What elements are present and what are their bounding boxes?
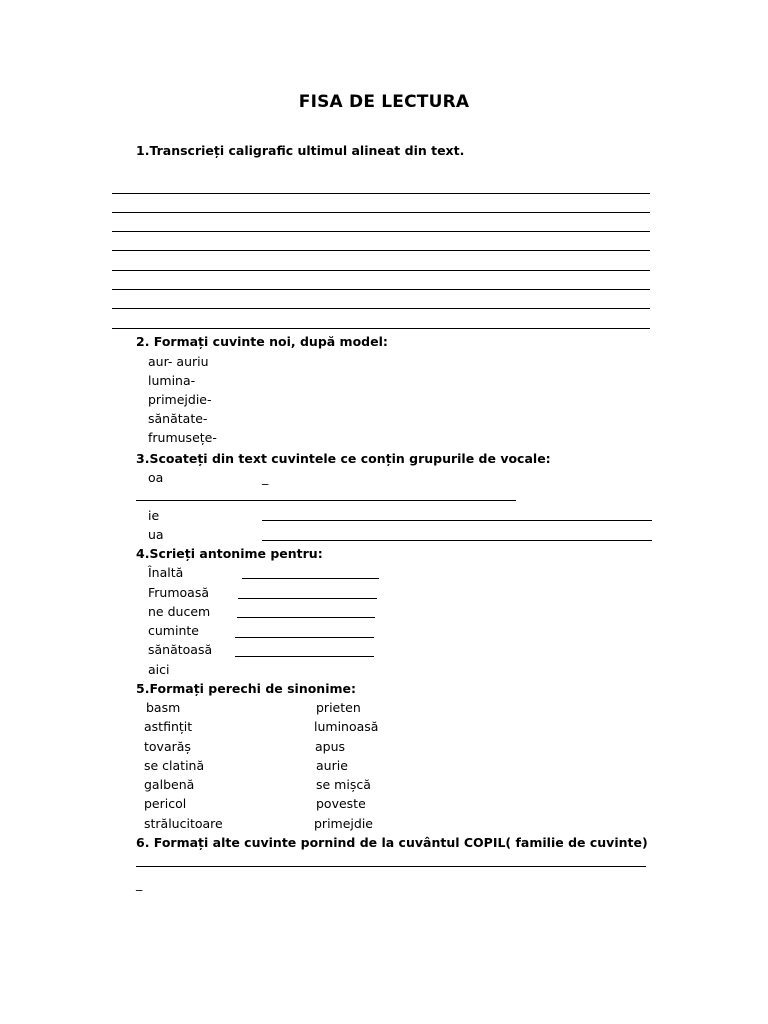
answer-line — [136, 500, 516, 501]
q5-left-item: basm — [146, 700, 181, 715]
q5-left-item: se clatină — [144, 758, 205, 773]
q5-left-item: tovarăș — [144, 739, 191, 754]
q3-label-ie: ie — [148, 508, 160, 523]
answer-line — [262, 520, 652, 521]
q5-right-item: poveste — [316, 796, 366, 811]
q6-mark: _ — [136, 876, 143, 891]
q2-item: aur- auriu — [148, 354, 209, 369]
answer-line — [262, 540, 652, 541]
question-1: 1.Transcrieți caligrafic ultimul alineat din text. — [136, 143, 465, 158]
writing-line — [112, 212, 650, 213]
q2-item: frumusețe- — [148, 430, 217, 445]
q5-left-item: astfințit — [144, 719, 193, 734]
answer-line — [242, 578, 379, 579]
q2-item: lumina- — [148, 373, 196, 388]
question-4: 4.Scrieți antonime pentru: — [136, 546, 323, 561]
writing-line — [112, 193, 650, 194]
writing-line — [112, 270, 650, 271]
writing-line — [112, 231, 650, 232]
answer-line — [237, 617, 375, 618]
q5-left-item: pericol — [144, 796, 187, 811]
q4-item: ne ducem — [148, 604, 211, 619]
answer-line — [136, 866, 646, 867]
q3-mark: _ — [262, 470, 269, 485]
question-3: 3.Scoateți din text cuvintele ce conțin grupurile de vocale: — [136, 451, 551, 466]
q4-item: Frumoasă — [148, 585, 209, 600]
answer-line — [235, 637, 374, 638]
q5-right-item: se mișcă — [316, 777, 371, 792]
q2-item: sănătate- — [148, 411, 208, 426]
question-2: 2. Formați cuvinte noi, după model: — [136, 334, 388, 349]
q5-left-item: galbenă — [144, 777, 195, 792]
question-5: 5.Formați perechi de sinonime: — [136, 681, 356, 696]
writing-line — [112, 328, 650, 329]
q4-item: sănătoasă — [148, 642, 213, 657]
q4-item: cuminte — [148, 623, 199, 638]
q3-label-ua: ua — [148, 527, 164, 542]
q2-item: primejdie- — [148, 392, 212, 407]
answer-line — [238, 598, 377, 599]
q5-left-item: strălucitoare — [144, 816, 223, 831]
page-title: FISA DE LECTURA — [298, 92, 470, 112]
q5-right-item: prieten — [316, 700, 361, 715]
q5-right-item: apus — [315, 739, 346, 754]
q5-right-item: aurie — [316, 758, 348, 773]
q5-right-item: luminoasă — [314, 719, 379, 734]
writing-line — [112, 308, 650, 309]
answer-line — [235, 656, 374, 657]
q4-item: Înaltă — [148, 565, 184, 580]
writing-line — [112, 250, 650, 251]
question-6: 6. Formați alte cuvinte pornind de la cuvântul COPIL( familie de cuvinte) — [136, 835, 648, 850]
q3-label-oa: oa — [148, 470, 164, 485]
q4-item: aici — [148, 662, 170, 677]
writing-line — [112, 289, 650, 290]
q5-right-item: primejdie — [314, 816, 373, 831]
